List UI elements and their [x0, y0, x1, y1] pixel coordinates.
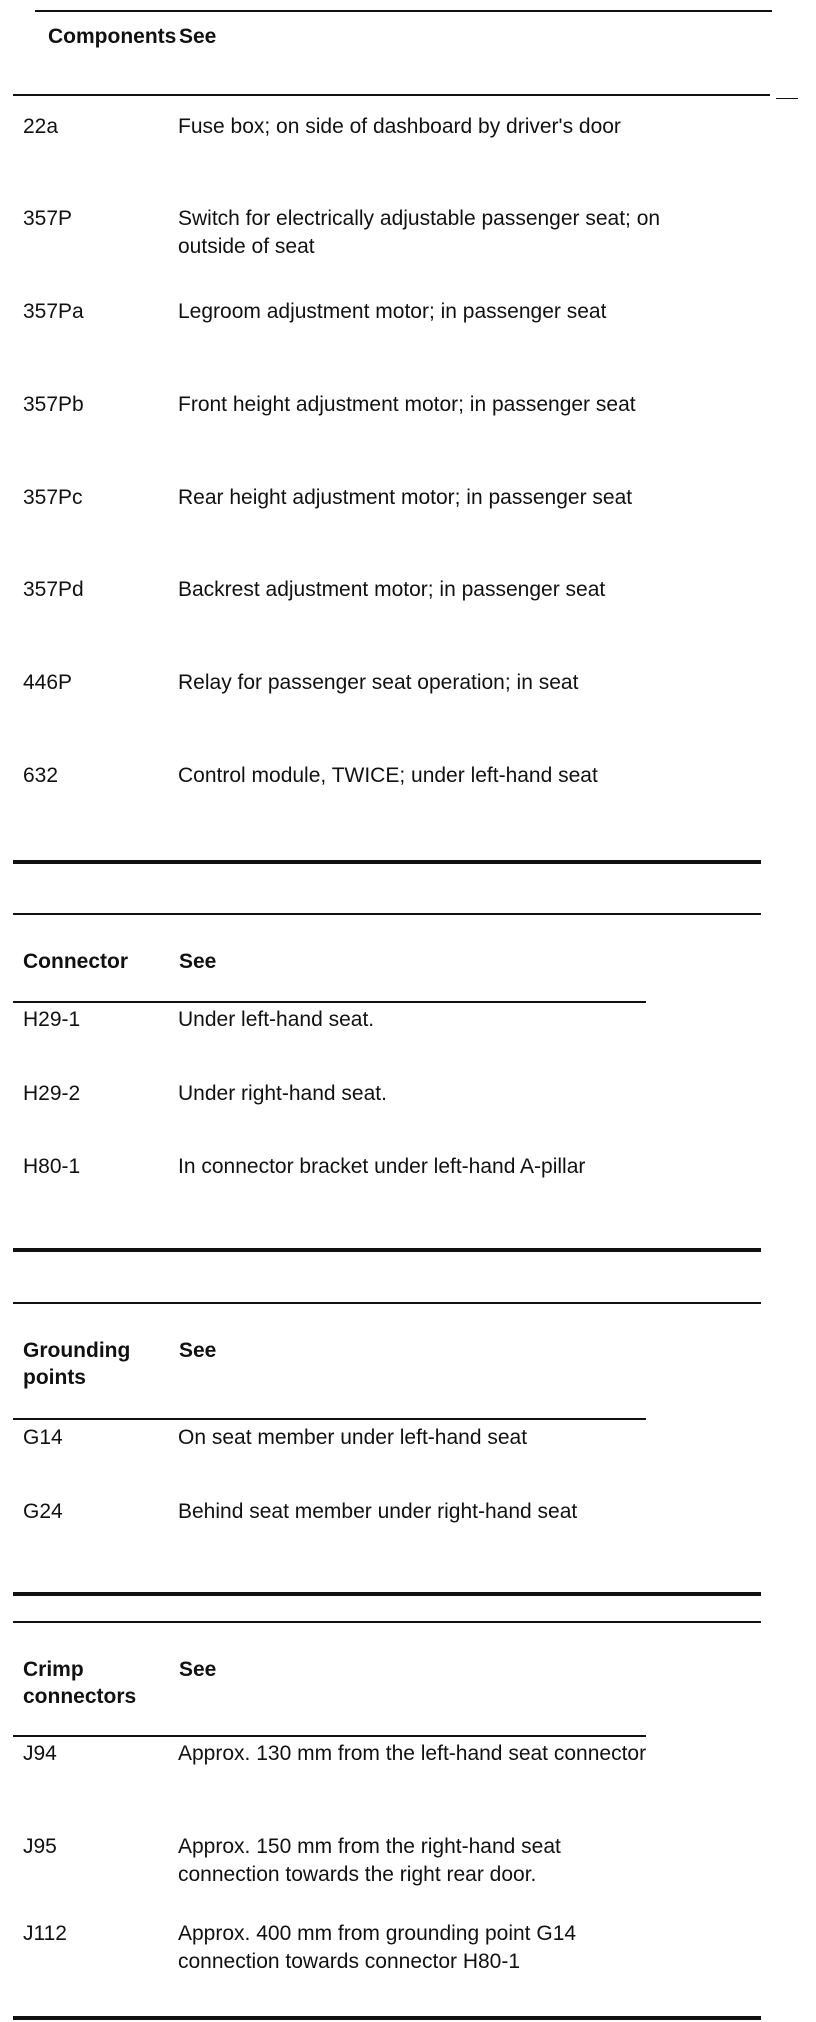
grounding-top-rule — [13, 1302, 761, 1304]
connector-code: H29-1 — [23, 1008, 81, 1031]
grounding-header-rule — [13, 1418, 646, 1420]
connector-header-rule — [13, 1001, 646, 1003]
connector-code: H29-2 — [23, 1082, 81, 1105]
grounding-header-label: Grounding points — [23, 1339, 131, 1389]
component-description: Backrest adjustment motor; in passenger seat — [178, 578, 606, 601]
connector-description: Under right-hand seat. — [178, 1082, 387, 1105]
connector-header-see: See — [179, 950, 217, 973]
components-header-rule — [13, 94, 770, 96]
top-rule — [35, 10, 772, 12]
connector-code: H80-1 — [23, 1155, 81, 1178]
crimp-header-see: See — [179, 1658, 217, 1681]
connector-description: In connector bracket under left-hand A-pillar — [178, 1155, 586, 1178]
connector-description: Under left-hand seat. — [178, 1008, 375, 1031]
crimp-header-label: Crimp connectors — [23, 1658, 137, 1708]
components-header-see: See — [179, 25, 217, 48]
component-code: 357Pb — [23, 393, 84, 416]
connector-top-rule — [13, 913, 761, 915]
components-bottom-rule — [13, 860, 761, 864]
component-code: 446P — [23, 671, 73, 694]
component-description: Switch for electrically adjustable passenger seat; on outside of seat — [178, 207, 661, 258]
component-code: 357Pd — [23, 578, 84, 601]
grounding-code: G24 — [23, 1500, 63, 1523]
crimp-description: Approx. 400 mm from grounding point G14 connection towards connector H80-1 — [178, 1922, 577, 1973]
grounding-code: G14 — [23, 1426, 63, 1449]
crimp-header-rule — [13, 1735, 646, 1737]
grounding-bottom-rule — [13, 1592, 761, 1596]
connector-bottom-rule — [13, 1248, 761, 1252]
component-code: 357Pa — [23, 300, 84, 323]
crimp-description: Approx. 130 mm from the left-hand seat connector — [178, 1742, 647, 1765]
component-code: 22a — [23, 115, 59, 138]
grounding-description: Behind seat member under right-hand seat — [178, 1500, 578, 1523]
components-header-rule-tail — [776, 98, 798, 99]
component-description: Control module, TWICE; under left-hand seat — [178, 764, 598, 787]
component-code: 357Pc — [23, 486, 83, 509]
component-code: 357P — [23, 207, 73, 230]
crimp-top-rule — [13, 1621, 761, 1623]
connector-header-label: Connector — [23, 950, 128, 973]
component-description: Legroom adjustment motor; in passenger seat — [178, 300, 607, 323]
component-description: Fuse box; on side of dashboard by driver's door — [178, 115, 621, 138]
crimp-code: J95 — [23, 1835, 57, 1858]
crimp-code: J112 — [23, 1922, 67, 1945]
grounding-description: On seat member under left-hand seat — [178, 1426, 528, 1449]
component-description: Rear height adjustment motor; in passenger seat — [178, 486, 633, 509]
component-description: Relay for passenger seat operation; in seat — [178, 671, 579, 694]
components-header-label: Components — [48, 25, 177, 48]
grounding-header-see: See — [179, 1339, 217, 1362]
crimp-bottom-rule — [13, 2016, 761, 2020]
component-description: Front height adjustment motor; in passenger seat — [178, 393, 636, 416]
crimp-code: J94 — [23, 1742, 57, 1765]
crimp-description: Approx. 150 mm from the right-hand seat connection towards the right rear door. — [178, 1835, 561, 1886]
component-code: 632 — [23, 764, 59, 787]
